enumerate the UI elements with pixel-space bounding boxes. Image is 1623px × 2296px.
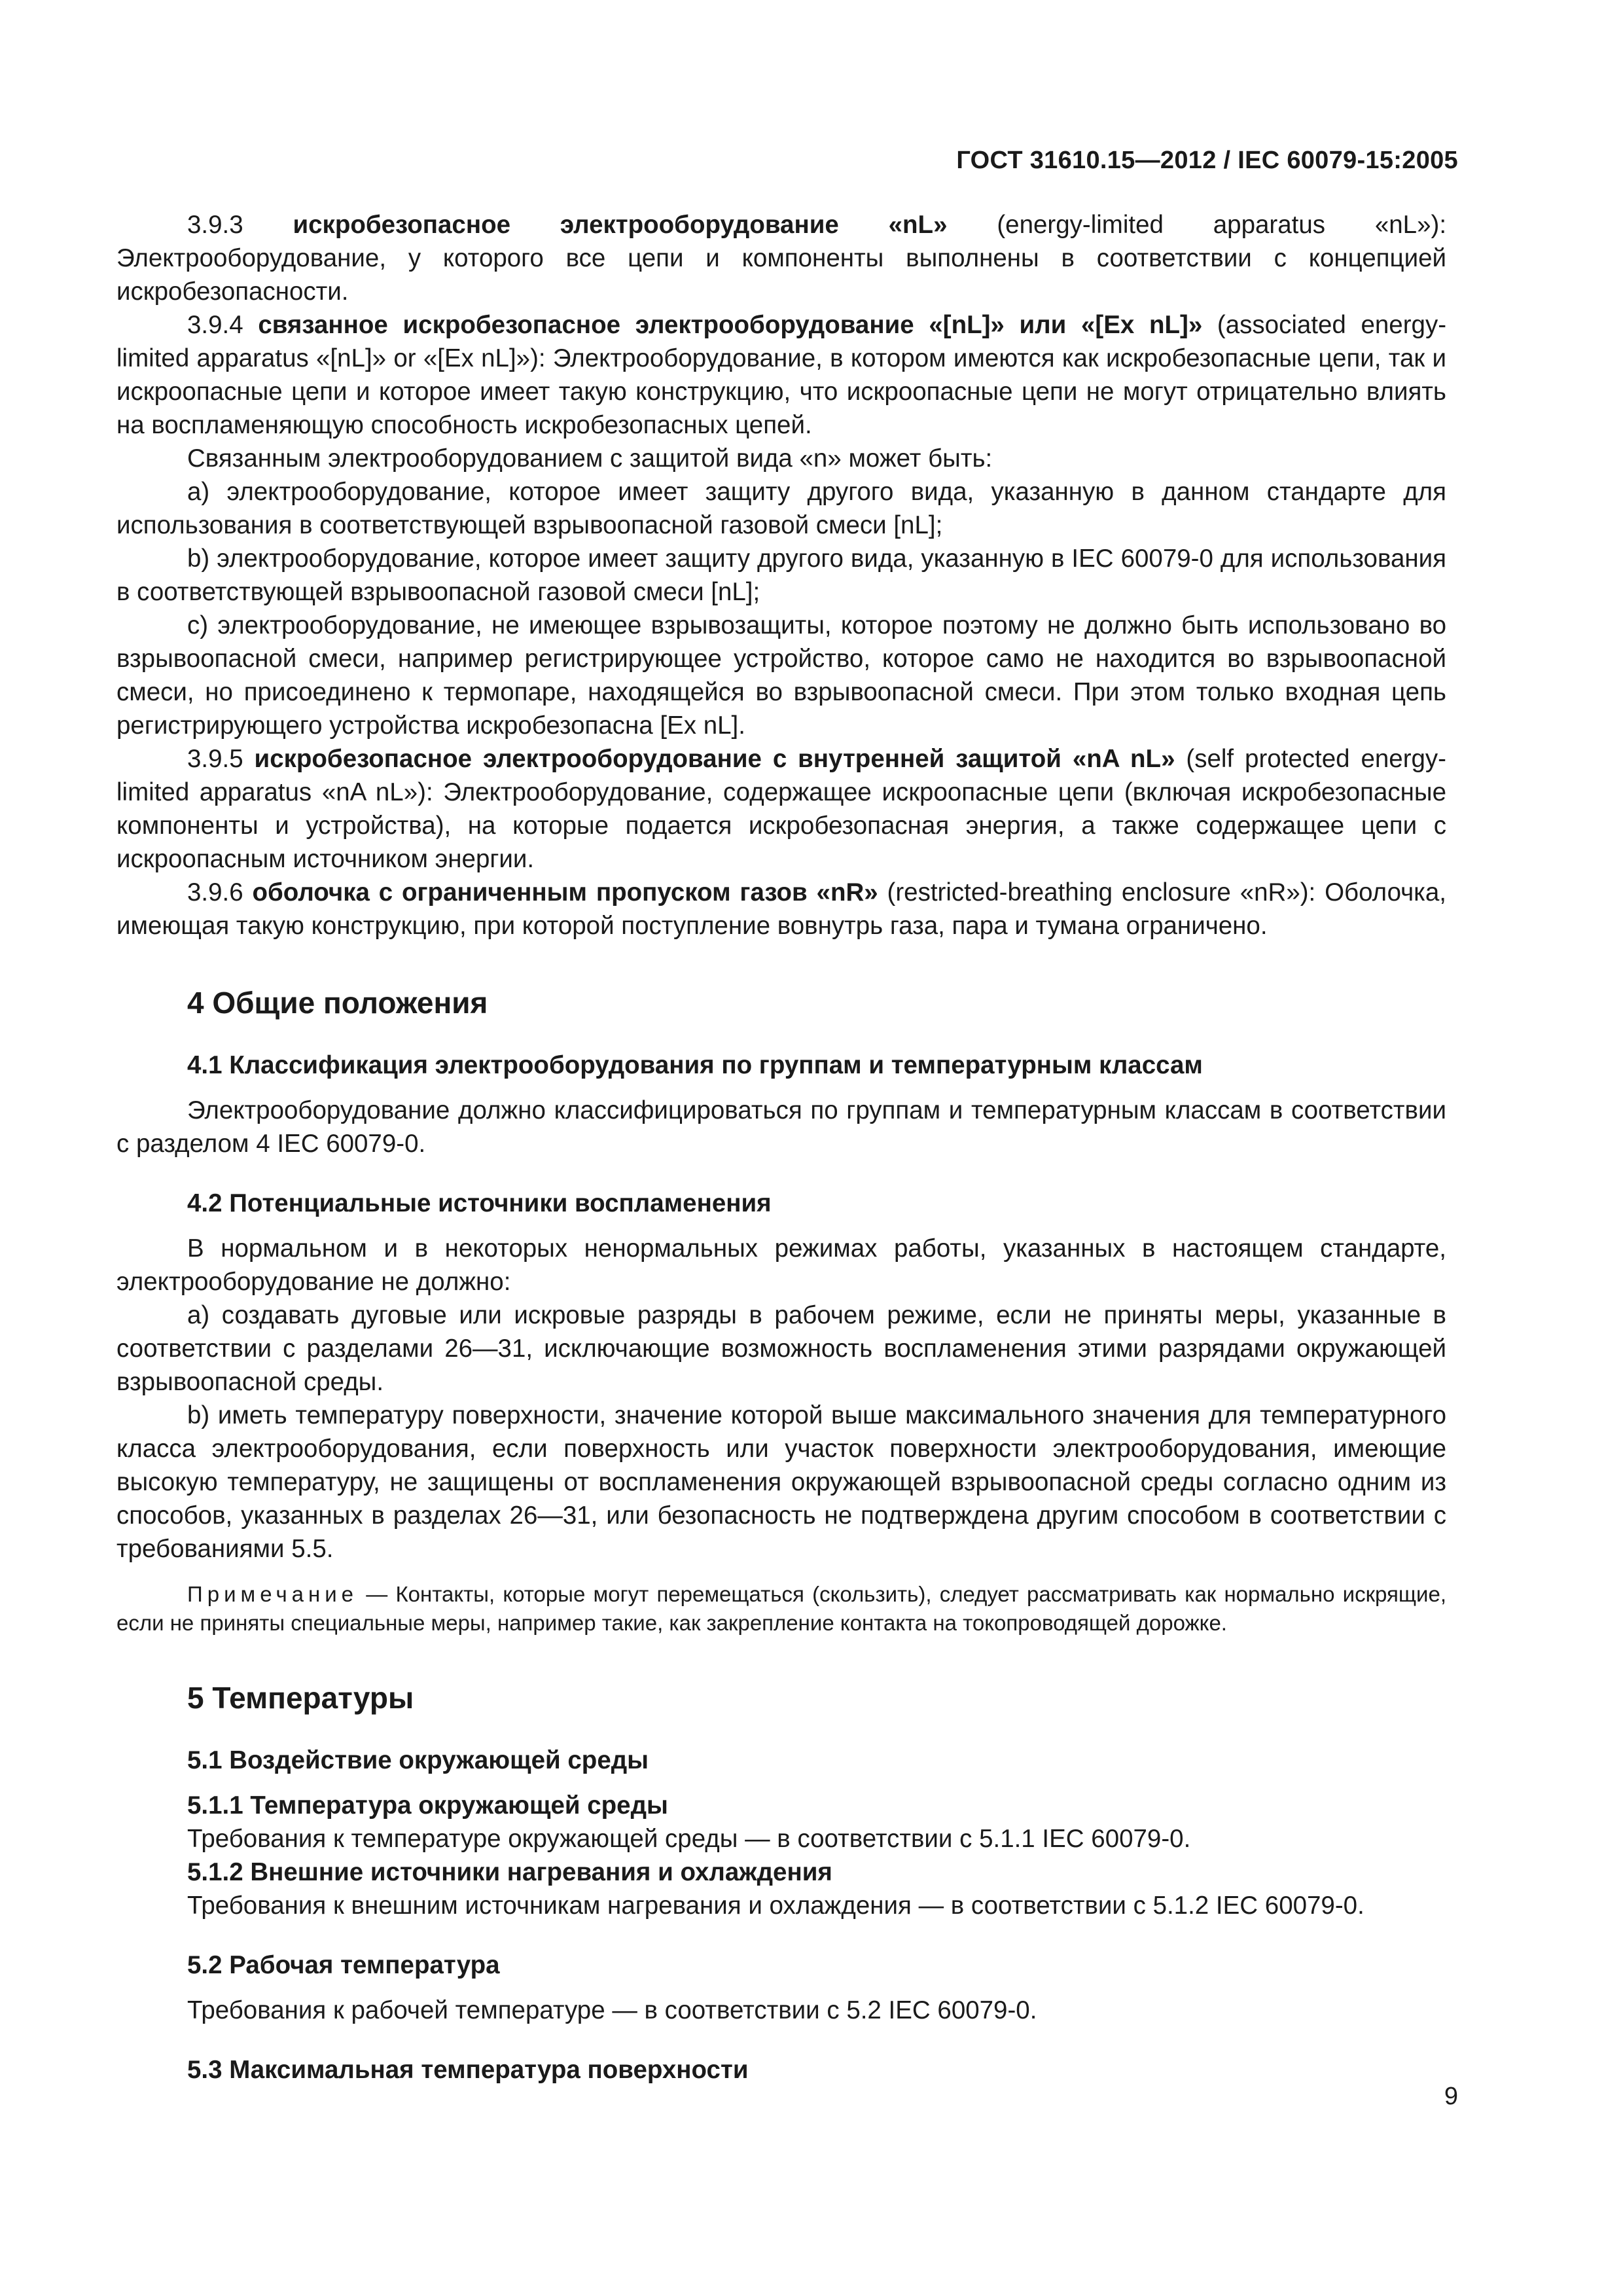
term: оболочка с ограниченным пропуском газов «nR»: [252, 878, 878, 906]
note: [116, 1580, 1446, 1638]
list-item-a: а) электрооборудование, которое имеет защиту другого вида, указанную в данном стандарте для использования в соответствующей взрывоопасной газовой смеси [nL];: [116, 478, 1446, 539]
definition-text: (restricted-breathing enclosure «nR»): Оболочка, имеющая такую конструкцию, при которой поступление вовнутрь газа, пара и тумана ограничено.: [116, 878, 1446, 940]
paragraph-associated: Связанным электрооборудованием с защитой вида «n» может быть:: [187, 444, 993, 473]
paragraph-3-9-6: [116, 876, 1446, 942]
section-5-1-2-heading: 5.1.2 Внешние источники нагревания и охлаждения: [187, 1858, 832, 1886]
paragraph-3-9-4: [116, 308, 1446, 442]
paragraph-3-9-5: [116, 742, 1446, 876]
page-number: 9: [1444, 2083, 1458, 2110]
section-4-2-heading: 4.2 Потенциальные источники воспламенения: [187, 1189, 772, 1217]
note-text: — Контакты, которые могут перемещаться (скользить), следует рассматривать как нормально искрящие, если не приняты специальные меры, например такие, как закрепление контакта на токопроводящей дорожке.: [116, 1582, 1446, 1635]
paragraph-3-9-3: [116, 208, 1446, 308]
section-4-2-item-a: а) создавать дуговые или искровые разряды в рабочем режиме, если не приняты меры, указанные в соответствии с разделами 26—31, исключающие возможность воспламенения этими разрядами окружающей взрывоопасной среды.: [116, 1301, 1446, 1396]
section-5-1-1-heading: 5.1.1 Температура окружающей среды: [187, 1791, 668, 1820]
clause-number: 3.9.6: [187, 878, 253, 906]
section-5-1-1-text: Требования к температуре окружающей среды — в соответствии с 5.1.1 IEC 60079-0.: [187, 1825, 1191, 1853]
clause-number: 3.9.5: [187, 745, 255, 773]
term: искробезопасное электрооборудование «nL»: [293, 211, 948, 239]
section-5-2-text: Требования к рабочей температуре — в соответствии с 5.2 IEC 60079-0.: [187, 1996, 1037, 2024]
section-4-heading: 4 Общие положения: [187, 986, 488, 1020]
list-item-b: b) электрооборудование, которое имеет защиту другого вида, указанную в IEC 60079-0 для использования в соответствующей взрывоопасной газовой смеси [nL];: [116, 545, 1446, 606]
term: искробезопасное электрооборудование с внутренней защитой «nA nL»: [254, 745, 1175, 773]
section-5-heading: 5 Температуры: [187, 1681, 414, 1715]
document-header: ГОСТ 31610.15—2012 / IEC 60079-15:2005: [956, 147, 1458, 174]
section-5-2-heading: 5.2 Рабочая температура: [187, 1951, 500, 1979]
list-item-c: c) электрооборудование, не имеющее взрывозащиты, которое поэтому не должно быть использовано во взрывоопасной смеси, например регистрирующее устройство, которое само не находится во взрывоопасной смеси, но присоединено к термопаре, находящейся во взрывоопасной смеси. При этом только входная цепь регистрирующего устройства искробезопасна [Ex nL].: [116, 611, 1446, 740]
section-5-1-heading: 5.1 Воздействие окружающей среды: [187, 1746, 649, 1774]
clause-number: 3.9.4: [187, 311, 259, 339]
section-4-1-heading: 4.1 Классификация электрооборудования по группам и температурным классам: [187, 1051, 1203, 1079]
term: связанное искробезопасное электрооборудование «[nL]» или «[Ex nL]»: [258, 311, 1203, 339]
section-4-2-intro: В нормальном и в некоторых ненормальных режимах работы, указанных в настоящем стандарте, электрооборудование не должно:: [116, 1234, 1446, 1296]
section-5-1-2-text: Требования к внешним источникам нагревания и охлаждения — в соответствии с 5.1.2 IEC 60079-0.: [187, 1892, 1364, 1920]
clause-number: 3.9.3: [187, 211, 293, 239]
definition-text: (energy-limited apparatus «nL»): Электрооборудование, у которого все цепи и компоненты выполнены в соответствии с концепцией искробезопасности.: [116, 211, 1447, 306]
section-5-3-heading: 5.3 Максимальная температура поверхности: [187, 2056, 749, 2084]
section-4-2-item-b: b) иметь температуру поверхности, значение которой выше максимального значения для температурного класса электрооборудования, если поверхность или участок поверхности электрооборудования, имеющие высокую температуру, не защищены от воспламенения окружающей взрывоопасной среды согласно одним из способов, указанных в разделах 26—31, или безопасность не подтверждена другим способом в соответствии с требованиями 5.5.: [116, 1401, 1446, 1563]
document-body: [116, 208, 1446, 2087]
definition-text: (associated energy-limited apparatus «[nL]» or «[Ex nL]»): Электрооборудование, в котором имеются как искробезопасные цепи, так и искроопасные цепи и которое имеет такую конструкцию, что искроопасные цепи не могут отрицательно влиять на воспламеняющую способность искробезопасных цепей.: [116, 311, 1447, 439]
section-4-1-text: Электрооборудование должно классифицироваться по группам и температурным классам в соответствии с разделом 4 IEC 60079-0.: [116, 1096, 1446, 1158]
note-label: Примечание: [187, 1582, 359, 1606]
definition-text: (self protected energy-limited apparatus «nA nL»): Электрооборудование, содержащее искроопасные цепи (включая искробезопасные компоненты и устройства), на которые подается искробезопасная энергия, а также содержащее цепи с искроопасным источником энергии.: [116, 745, 1446, 873]
